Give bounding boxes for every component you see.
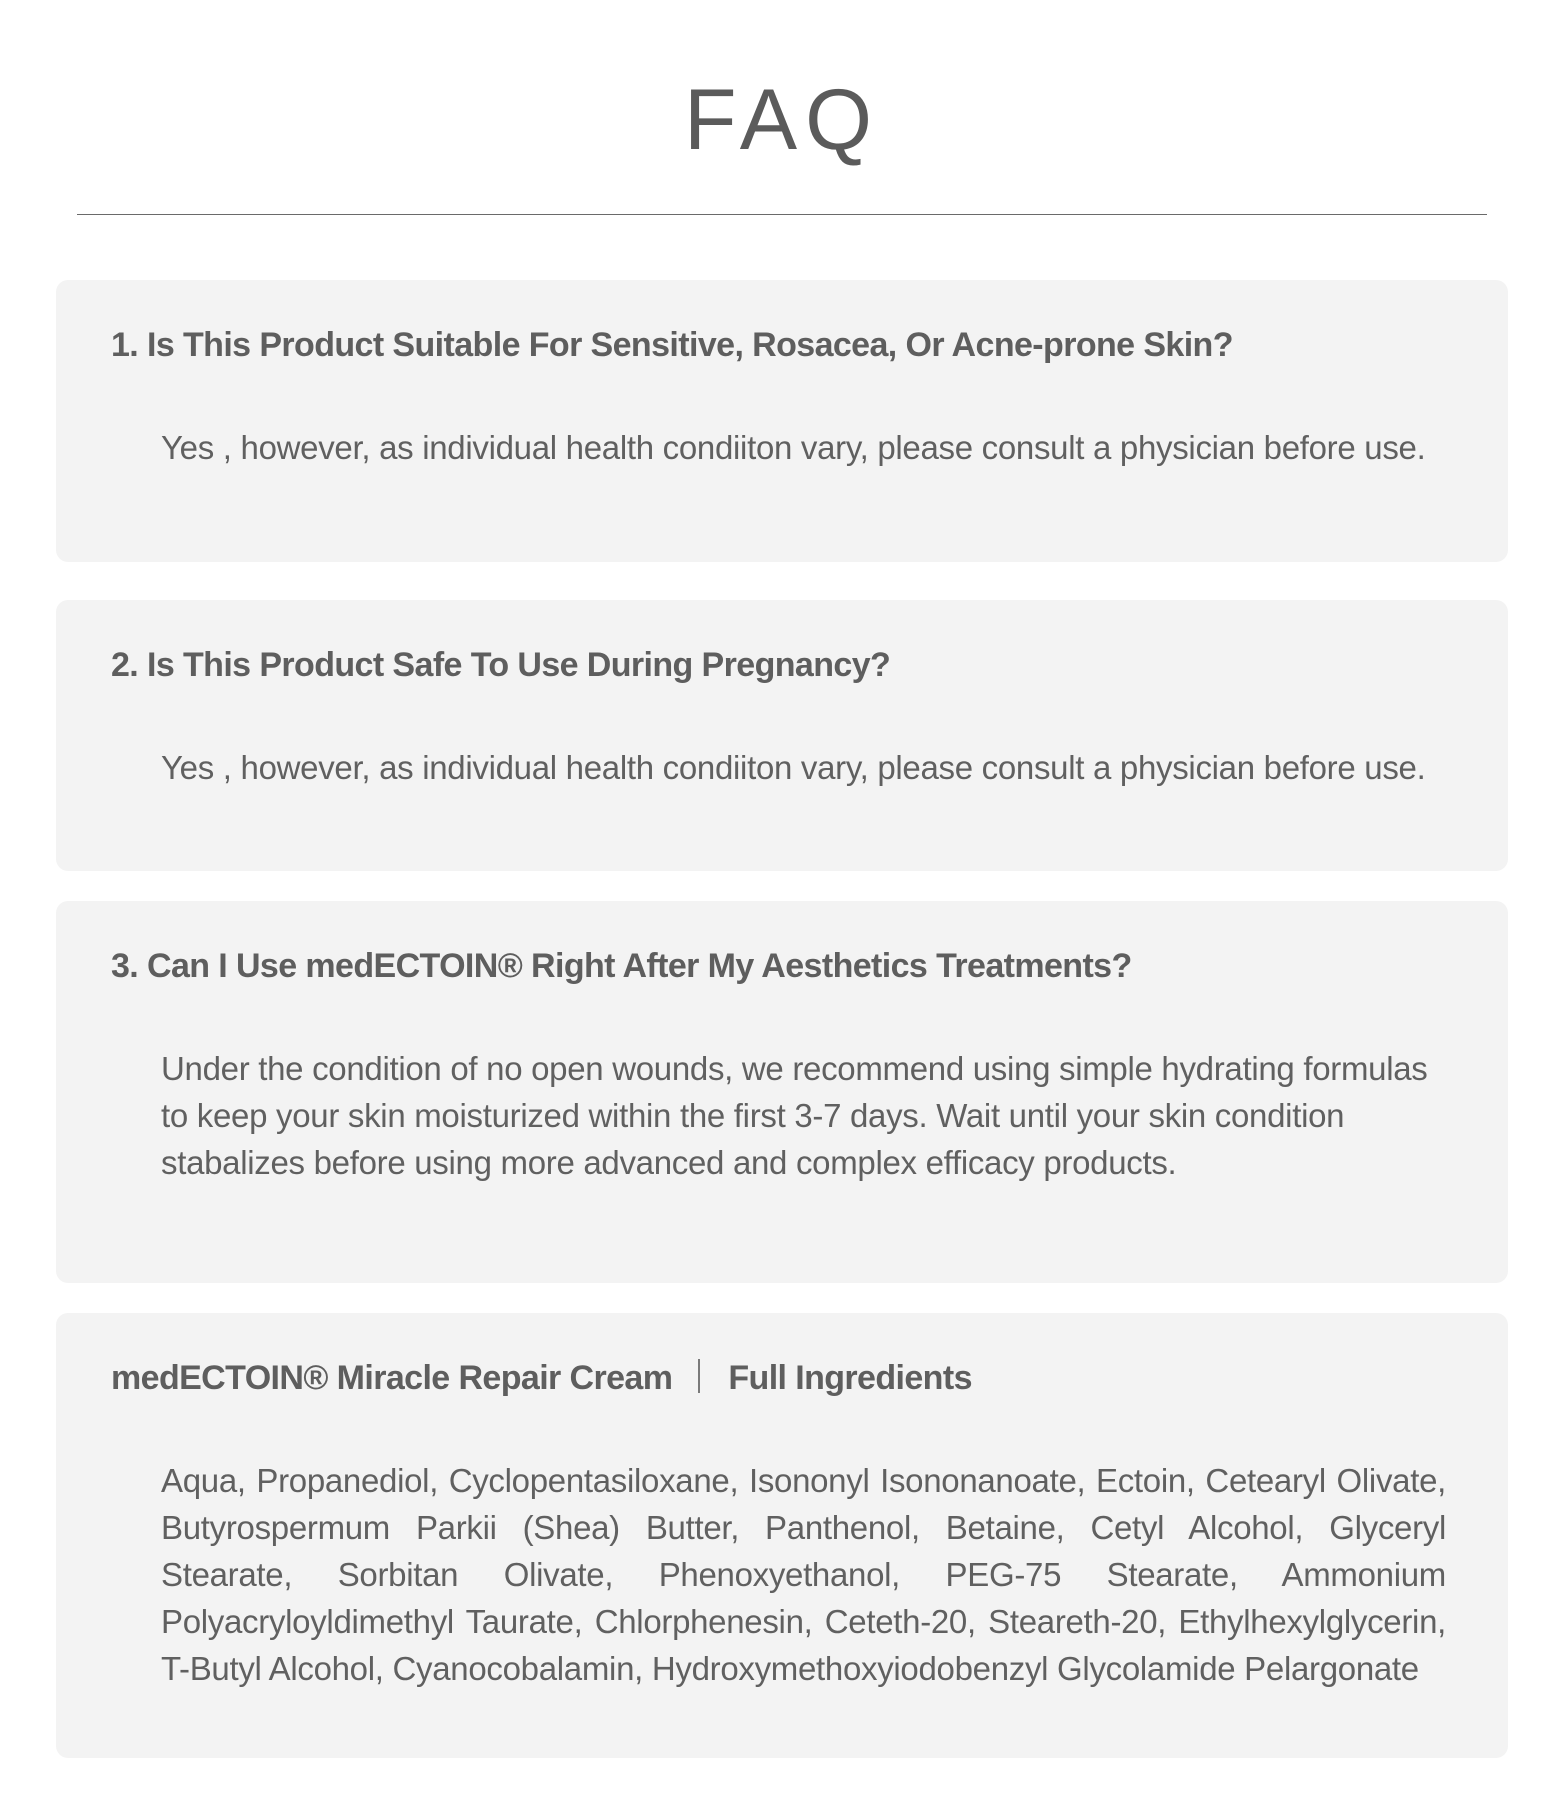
ingredients-card	[56, 1313, 1508, 1758]
ingredients-list: Aqua, Propanediol, Cyclopentasiloxane, Isononyl Isononanoate, Ectoin, Cetearyl Olivate, Butyrospermum Parkii (Shea) Butter, Panthenol, Betaine, Cetyl Alcohol, Glyceryl Stearate, Sorbitan Olivate, Phenoxyethanol, PEG-75 Stearate, Ammonium Polyacryloyldimethyl Taurate, Chlorphenesin, Ceteth-20, Steareth-20, Ethylhexylglycerin, T-Butyl Alcohol, Cyanocobalamin, Hydroxymethoxyiodobenzyl Glycolamide Pelargonate	[161, 1462, 1446, 1687]
page-title: FAQ	[683, 72, 881, 168]
faq-question-2: 2. Is This Product Safe To Use During Pregnancy?	[111, 646, 891, 684]
heading-separator	[698, 1359, 700, 1393]
ingredients-heading	[111, 1359, 972, 1398]
product-name: medECTOIN® Miracle Repair Cream	[111, 1359, 673, 1397]
faq-card-1	[56, 280, 1508, 562]
faq-answer-2: Yes , however, as individual health condiiton vary, please consult a physician before use.	[161, 749, 1426, 786]
faq-question-3: 3. Can I Use medECTOIN® Right After My Aesthetics Treatments?	[111, 947, 1132, 985]
full-ingredients-label: Full Ingredients	[728, 1359, 972, 1397]
faq-answer-3: Under the condition of no open wounds, we recommend using simple hydrating formulas to keep your skin moisturized within the first 3-7 days. Wait until your skin condition stabalizes before using more advanced and complex efficacy products.	[161, 1050, 1428, 1181]
faq-card-2	[56, 600, 1508, 871]
faq-answer-1: Yes , however, as individual health condiiton vary, please consult a physician before use.	[161, 429, 1426, 466]
title-divider	[77, 214, 1487, 215]
faq-question-1: 1. Is This Product Suitable For Sensitive, Rosacea, Or Acne-prone Skin?	[111, 326, 1233, 364]
faq-card-3	[56, 901, 1508, 1283]
